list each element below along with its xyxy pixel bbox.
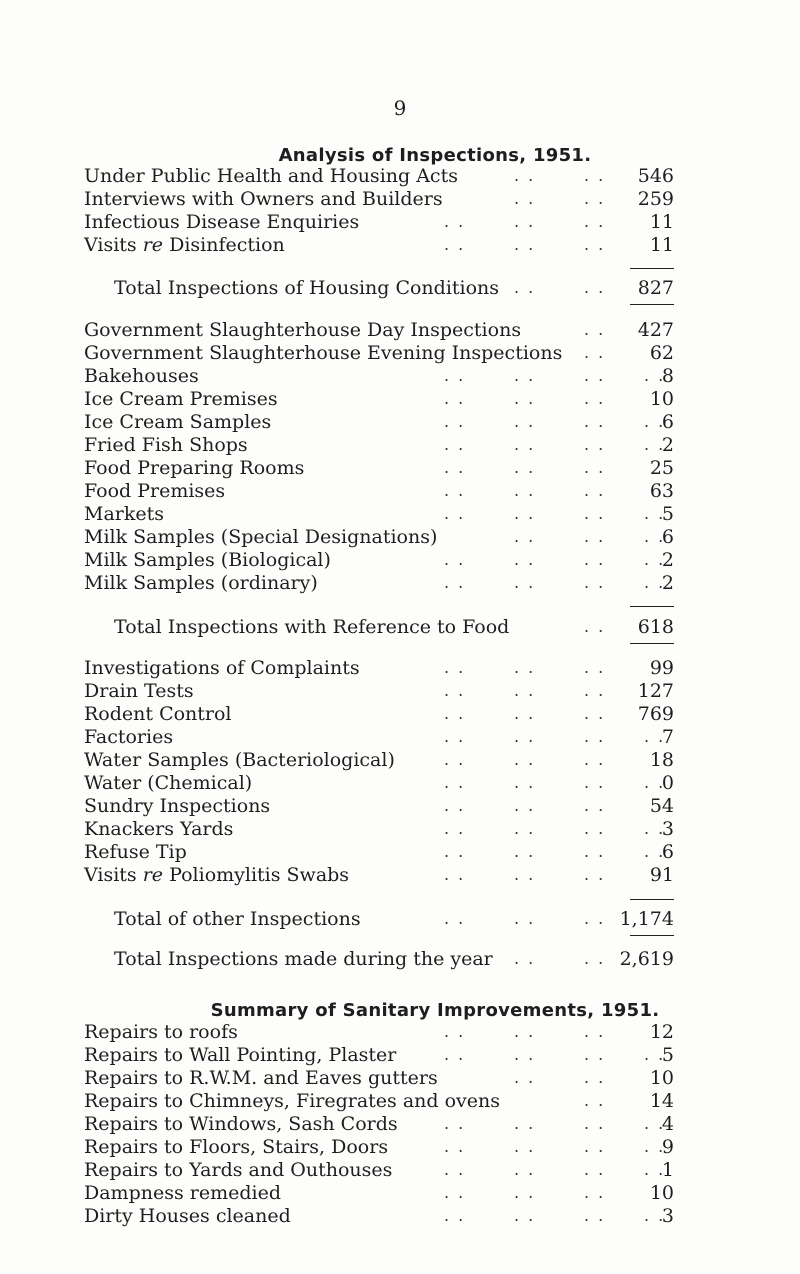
leader-dots: . .	[514, 727, 536, 746]
row-value: 6	[661, 841, 674, 863]
leader-dots: . .	[644, 527, 666, 546]
row-label: Government Slaughterhouse Evening Inspections	[84, 342, 563, 364]
row-value: 2	[661, 434, 674, 456]
list-item	[84, 1020, 674, 1044]
leader-dots: . .	[584, 1160, 606, 1179]
item-value: 1	[661, 1159, 674, 1181]
leader-dots: . .	[444, 909, 466, 928]
total-value: 618	[637, 616, 674, 638]
leader-dots: . .	[644, 1114, 666, 1133]
leader-dots: . .	[644, 504, 666, 523]
total-rule	[630, 935, 674, 936]
list-item	[84, 1089, 674, 1113]
leader-dots: . .	[514, 166, 536, 185]
leader-dots: . .	[514, 481, 536, 500]
item-value: 14	[649, 1090, 674, 1112]
leader-dots: . .	[584, 909, 606, 928]
leader-dots: . .	[444, 504, 466, 523]
list-item	[84, 1066, 674, 1090]
leader-dots: . .	[584, 389, 606, 408]
leader-dots: . .	[444, 865, 466, 884]
row-label: Food Premises	[84, 480, 226, 502]
leader-dots: . .	[514, 750, 536, 769]
row-value: 3	[661, 818, 674, 840]
table-row	[84, 748, 674, 772]
leader-dots: . .	[514, 527, 536, 546]
row-value: 18	[649, 749, 674, 771]
row-value: 54	[649, 795, 674, 817]
leader-dots: . .	[584, 1114, 606, 1133]
leader-dots: . .	[444, 704, 466, 723]
item-value: 10	[649, 1182, 674, 1204]
row-label: Milk Samples (Special Designations)	[84, 526, 438, 548]
row-label: Under Public Health and Housing Acts	[84, 165, 458, 187]
leader-dots: . .	[444, 366, 466, 385]
row-value: 2	[661, 549, 674, 571]
leader-dots: . .	[644, 366, 666, 385]
item-label: Repairs to Floors, Stairs, Doors	[84, 1136, 389, 1158]
table-row	[84, 725, 674, 749]
leader-dots: . .	[444, 435, 466, 454]
leader-dots: . .	[584, 681, 606, 700]
leader-dots: . .	[584, 481, 606, 500]
leader-dots: . .	[584, 1068, 606, 1087]
leader-dots: . .	[444, 1206, 466, 1225]
leader-dots: . .	[514, 1045, 536, 1064]
leader-dots: . .	[514, 1183, 536, 1202]
leader-dots: . .	[514, 842, 536, 861]
leader-dots: . .	[514, 504, 536, 523]
item-label: Dampness remedied	[84, 1182, 281, 1204]
row-value: 10	[649, 388, 674, 410]
leader-dots: . .	[584, 1137, 606, 1156]
item-value: 12	[649, 1021, 674, 1043]
row-label: Drain Tests	[84, 680, 194, 702]
leader-dots: . .	[584, 865, 606, 884]
row-value: 11	[649, 234, 674, 256]
leader-dots: . .	[584, 278, 606, 297]
leader-dots: . .	[584, 550, 606, 569]
table-row	[84, 433, 674, 457]
leader-dots: . .	[644, 550, 666, 569]
row-value: 6	[661, 526, 674, 548]
list-item	[84, 1204, 674, 1228]
table-row	[84, 679, 674, 703]
leader-dots: . .	[514, 1114, 536, 1133]
leader-dots: . .	[584, 727, 606, 746]
leader-dots: . .	[644, 573, 666, 592]
leader-dots: . .	[514, 681, 536, 700]
leader-dots: . .	[444, 750, 466, 769]
leader-dots: . .	[444, 1137, 466, 1156]
leader-dots: . .	[444, 412, 466, 431]
leader-dots: . .	[584, 842, 606, 861]
leader-dots: . .	[514, 435, 536, 454]
item-label: Repairs to R.W.M. and Eaves gutters	[84, 1067, 438, 1089]
leader-dots: . .	[444, 235, 466, 254]
row-value: 259	[637, 188, 674, 210]
total-row	[84, 276, 674, 300]
leader-dots: . .	[584, 343, 606, 362]
row-label: Visits re Poliomylitis Swabs	[84, 864, 350, 886]
leader-dots: . .	[584, 189, 606, 208]
leader-dots: . .	[444, 212, 466, 231]
leader-dots: . .	[584, 235, 606, 254]
row-label: Markets	[84, 503, 165, 525]
leader-dots: . .	[514, 1206, 536, 1225]
row-value: 5	[661, 503, 674, 525]
leader-dots: . .	[584, 1091, 606, 1110]
list-item	[84, 1043, 674, 1067]
improvements-heading: Summary of Sanitary Improvements, 1951.	[210, 1000, 660, 1021]
row-label: Infectious Disease Enquiries	[84, 211, 360, 233]
leader-dots: . .	[584, 773, 606, 792]
leader-dots: . .	[514, 550, 536, 569]
row-value: 427	[637, 319, 674, 341]
row-value: 99	[649, 657, 674, 679]
leader-dots: . .	[584, 1183, 606, 1202]
leader-dots: . .	[514, 366, 536, 385]
leader-dots: . .	[584, 819, 606, 838]
table-row	[84, 479, 674, 503]
leader-dots: . .	[514, 1137, 536, 1156]
leader-dots: . .	[644, 842, 666, 861]
leader-dots: . .	[584, 366, 606, 385]
table-row	[84, 164, 674, 188]
row-value: 769	[637, 703, 674, 725]
item-value: 10	[649, 1067, 674, 1089]
leader-dots: . .	[644, 773, 666, 792]
row-value: 0	[661, 772, 674, 794]
leader-dots: . .	[514, 458, 536, 477]
total-row	[84, 615, 674, 639]
leader-dots: . .	[444, 481, 466, 500]
table-row	[84, 863, 674, 887]
row-label: Refuse Tip	[84, 841, 187, 863]
leader-dots: . .	[644, 435, 666, 454]
leader-dots: . .	[644, 819, 666, 838]
leader-dots: . .	[514, 865, 536, 884]
leader-dots: . .	[444, 1045, 466, 1064]
leader-dots: . .	[514, 1160, 536, 1179]
leader-dots: . .	[584, 1206, 606, 1225]
total-rule	[630, 899, 674, 900]
table-row	[84, 364, 674, 388]
table-row	[84, 702, 674, 726]
total-rule	[630, 304, 674, 305]
leader-dots: . .	[444, 842, 466, 861]
leader-dots: . .	[444, 1022, 466, 1041]
list-item	[84, 1112, 674, 1136]
leader-dots: . .	[444, 773, 466, 792]
row-value: 6	[661, 411, 674, 433]
table-row	[84, 187, 674, 211]
page-number: 9	[393, 96, 407, 120]
item-label: Dirty Houses cleaned	[84, 1205, 291, 1227]
grand-total-label: Total Inspections made during the year	[114, 948, 493, 970]
leader-dots: . .	[584, 704, 606, 723]
leader-dots: . .	[444, 458, 466, 477]
table-row	[84, 548, 674, 572]
row-value: 8	[661, 365, 674, 387]
leader-dots: . .	[644, 1206, 666, 1225]
row-label: Water (Chemical)	[84, 772, 253, 794]
leader-dots: . .	[514, 796, 536, 815]
row-label: Milk Samples (Biological)	[84, 549, 331, 571]
row-label: Ice Cream Samples	[84, 411, 272, 433]
leader-dots: . .	[644, 1137, 666, 1156]
leader-dots: . .	[444, 1114, 466, 1133]
leader-dots: . .	[514, 909, 536, 928]
item-label: Repairs to Windows, Sash Cords	[84, 1113, 398, 1135]
item-label: Repairs to Yards and Outhouses	[84, 1159, 393, 1181]
total-rule	[630, 643, 674, 644]
table-row	[84, 525, 674, 549]
list-item	[84, 1135, 674, 1159]
leader-dots: . .	[514, 658, 536, 677]
table-row	[84, 817, 674, 841]
item-value: 5	[661, 1044, 674, 1066]
leader-dots: . .	[584, 412, 606, 431]
leader-dots: . .	[584, 949, 606, 968]
row-label: Factories	[84, 726, 174, 748]
leader-dots: . .	[514, 573, 536, 592]
inspections-heading: Analysis of Inspections, 1951.	[278, 145, 592, 166]
leader-dots: . .	[444, 819, 466, 838]
table-row	[84, 387, 674, 411]
leader-dots: . .	[514, 1068, 536, 1087]
leader-dots: . .	[584, 658, 606, 677]
row-value: 25	[649, 457, 674, 479]
list-item	[84, 1158, 674, 1182]
total-label: Total Inspections of Housing Conditions	[114, 277, 500, 299]
row-label: Fried Fish Shops	[84, 434, 248, 456]
leader-dots: . .	[644, 412, 666, 431]
row-value: 127	[637, 680, 674, 702]
table-row	[84, 502, 674, 526]
leader-dots: . .	[584, 458, 606, 477]
row-label: Interviews with Owners and Builders	[84, 188, 443, 210]
leader-dots: . .	[514, 278, 536, 297]
row-label: Rodent Control	[84, 703, 232, 725]
leader-dots: . .	[584, 1022, 606, 1041]
table-row	[84, 233, 674, 257]
leader-dots: . .	[584, 320, 606, 339]
leader-dots: . .	[514, 389, 536, 408]
total-label: Total Inspections with Reference to Food	[114, 616, 510, 638]
item-label: Repairs to roofs	[84, 1021, 238, 1043]
leader-dots: . .	[584, 1045, 606, 1064]
row-label: Sundry Inspections	[84, 795, 271, 817]
leader-dots: . .	[584, 527, 606, 546]
table-row	[84, 341, 674, 365]
leader-dots: . .	[444, 1183, 466, 1202]
grand-total-value: 2,619	[619, 948, 674, 970]
row-label: Water Samples (Bacteriological)	[84, 749, 395, 771]
leader-dots: . .	[514, 819, 536, 838]
leader-dots: . .	[514, 212, 536, 231]
table-row	[84, 410, 674, 434]
leader-dots: . .	[644, 1160, 666, 1179]
item-label: Repairs to Chimneys, Firegrates and ovens	[84, 1090, 501, 1112]
leader-dots: . .	[514, 189, 536, 208]
leader-dots: . .	[444, 550, 466, 569]
leader-dots: . .	[444, 1160, 466, 1179]
leader-dots: . .	[644, 727, 666, 746]
row-value: 7	[661, 726, 674, 748]
row-label: Food Preparing Rooms	[84, 457, 305, 479]
item-label: Repairs to Wall Pointing, Plaster	[84, 1044, 397, 1066]
leader-dots: . .	[584, 750, 606, 769]
table-row	[84, 771, 674, 795]
row-value: 91	[649, 864, 674, 886]
total-rule	[630, 606, 674, 607]
leader-dots: . .	[444, 681, 466, 700]
total-value: 827	[637, 277, 674, 299]
row-label: Milk Samples (ordinary)	[84, 572, 318, 594]
row-label: Knackers Yards	[84, 818, 234, 840]
table-row	[84, 794, 674, 818]
leader-dots: . .	[444, 389, 466, 408]
leader-dots: . .	[584, 166, 606, 185]
total-label: Total of other Inspections	[114, 908, 361, 930]
leader-dots: . .	[444, 573, 466, 592]
leader-dots: . .	[514, 704, 536, 723]
leader-dots: . .	[514, 773, 536, 792]
leader-dots: . .	[514, 235, 536, 254]
row-value: 2	[661, 572, 674, 594]
row-value: 11	[649, 211, 674, 233]
row-label: Bakehouses	[84, 365, 199, 387]
table-row	[84, 456, 674, 480]
leader-dots: . .	[584, 212, 606, 231]
leader-dots: . .	[584, 796, 606, 815]
row-value: 63	[649, 480, 674, 502]
total-rule	[630, 268, 674, 269]
row-value: 62	[649, 342, 674, 364]
row-label: Government Slaughterhouse Day Inspections	[84, 319, 522, 341]
leader-dots: . .	[644, 1045, 666, 1064]
total-row	[84, 907, 674, 931]
leader-dots: . .	[584, 573, 606, 592]
leader-dots: . .	[514, 1022, 536, 1041]
leader-dots: . .	[584, 617, 606, 636]
table-row	[84, 656, 674, 680]
row-label: Investigations of Complaints	[84, 657, 360, 679]
list-item	[84, 1181, 674, 1205]
row-label: Ice Cream Premises	[84, 388, 278, 410]
item-value: 4	[661, 1113, 674, 1135]
grand-total-row	[84, 947, 674, 971]
item-value: 3	[661, 1205, 674, 1227]
leader-dots: . .	[444, 796, 466, 815]
leader-dots: . .	[584, 504, 606, 523]
row-value: 546	[637, 165, 674, 187]
table-row	[84, 318, 674, 342]
leader-dots: . .	[514, 412, 536, 431]
table-row	[84, 210, 674, 234]
leader-dots: . .	[584, 435, 606, 454]
table-row	[84, 571, 674, 595]
row-label: Visits re Disinfection	[84, 234, 285, 256]
leader-dots: . .	[444, 658, 466, 677]
leader-dots: . .	[444, 727, 466, 746]
item-value: 9	[661, 1136, 674, 1158]
total-value: 1,174	[619, 908, 674, 930]
leader-dots: . .	[514, 949, 536, 968]
table-row	[84, 840, 674, 864]
